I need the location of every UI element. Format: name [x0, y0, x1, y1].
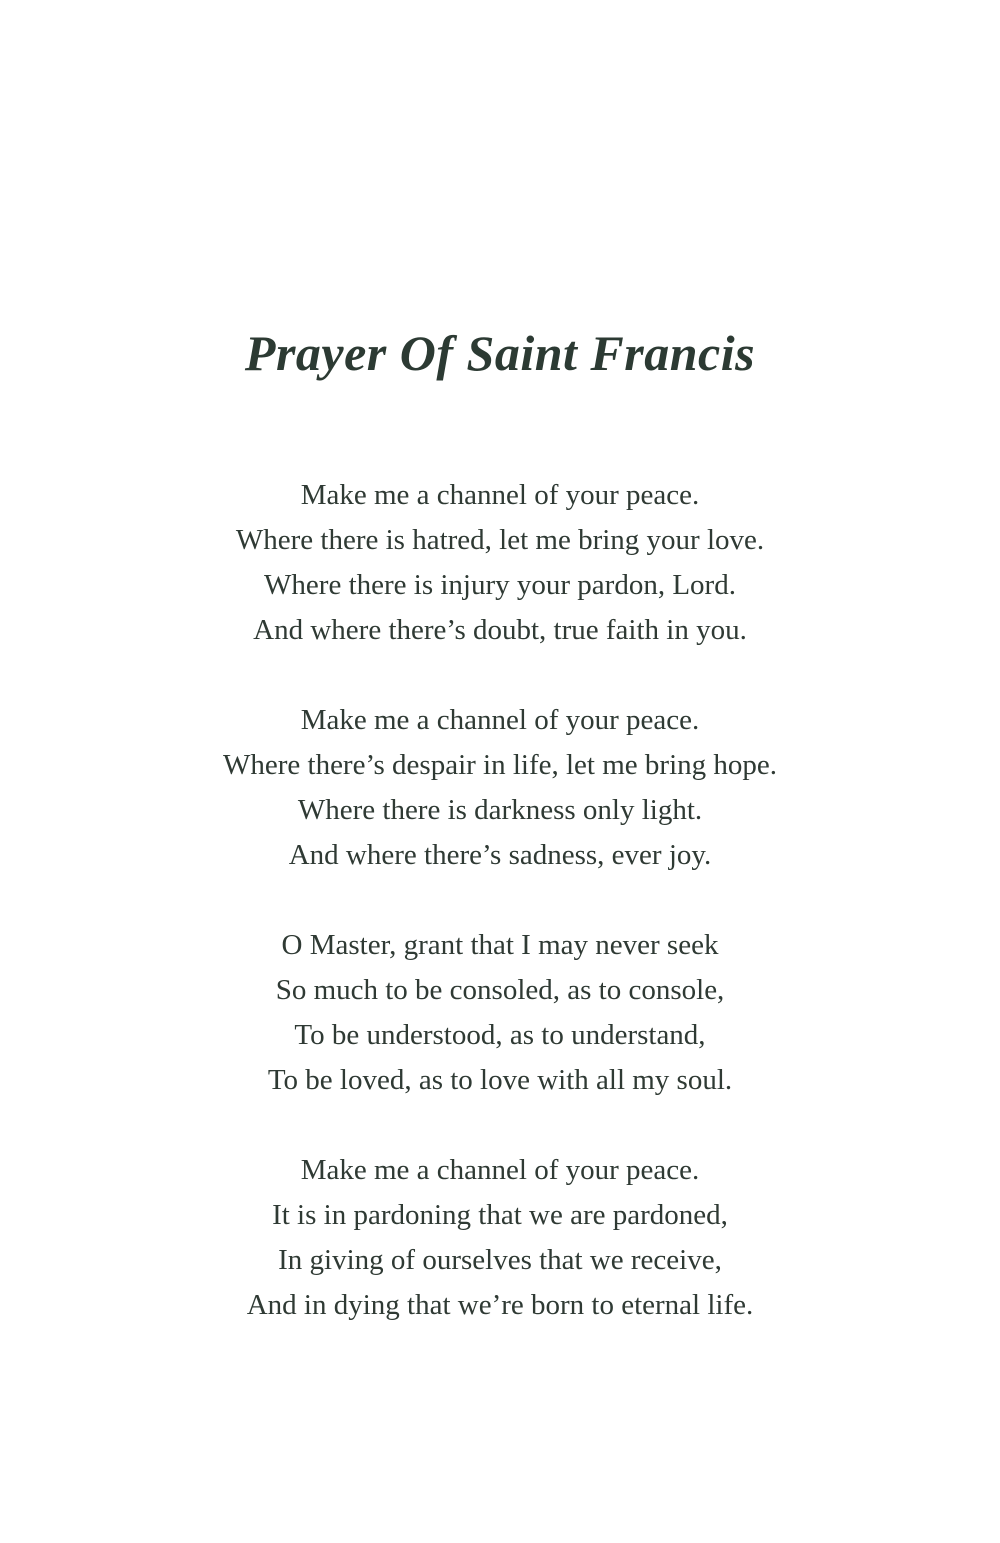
stanza-3	[0, 923, 1000, 1103]
verse-line: And where there’s sadness, ever joy.	[288, 839, 712, 871]
stanza-1	[0, 473, 1000, 653]
stanza-2	[0, 698, 1000, 878]
verse-line: Where there is darkness only light.	[297, 794, 703, 826]
verse-line: O Master, grant that I may never seek	[281, 929, 719, 961]
verse-line: And in dying that we’re born to eternal life.	[246, 1289, 754, 1321]
verse-line: To be understood, as to understand,	[294, 1019, 706, 1051]
verse-line: Where there’s despair in life, let me bring hope.	[222, 749, 778, 781]
verse-line: And where there’s doubt, true faith in you.	[253, 614, 747, 646]
verse-line: It is in pardoning that we are pardoned,	[272, 1199, 728, 1231]
verse-line: Make me a channel of your peace.	[300, 479, 700, 511]
verse-line: So much to be consoled, as to console,	[275, 974, 725, 1006]
verse-line: Where there is hatred, let me bring your love.	[235, 524, 765, 556]
verse-line: Where there is injury your pardon, Lord.	[264, 569, 736, 601]
verse-line: To be loved, as to love with all my soul.	[267, 1064, 733, 1096]
page-title: Prayer Of Saint Francis	[244, 325, 756, 381]
verse-line: Make me a channel of your peace.	[300, 704, 700, 736]
verse-line: In giving of ourselves that we receive,	[278, 1244, 722, 1276]
verse-line: Make me a channel of your peace.	[300, 1154, 700, 1186]
stanza-4	[0, 1148, 1000, 1328]
